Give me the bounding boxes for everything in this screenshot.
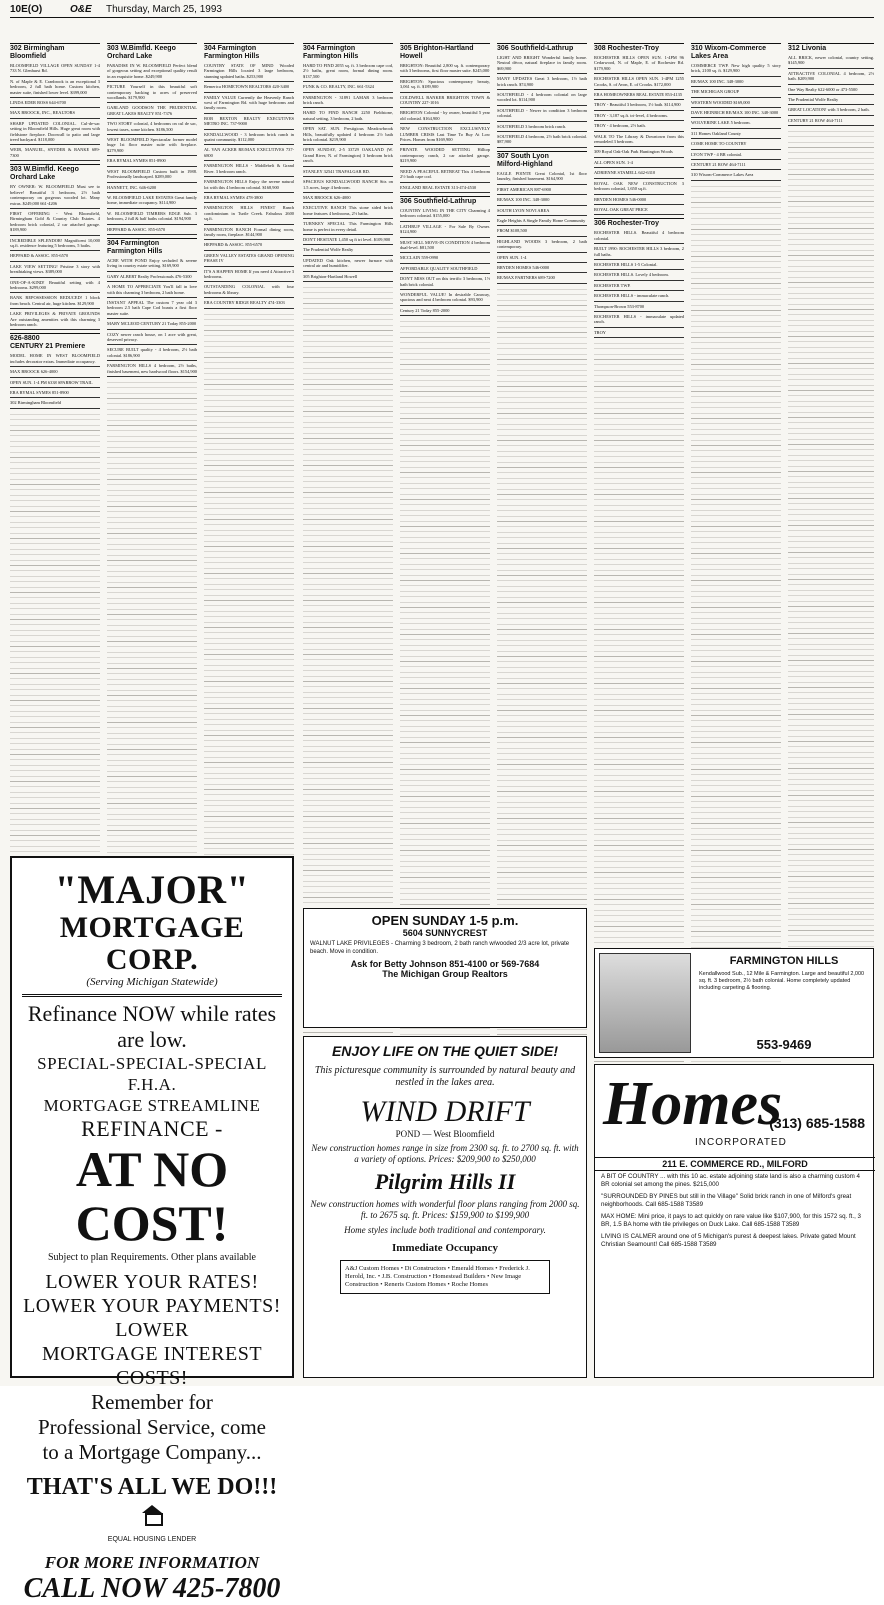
ad-major-line7: AT NO COST!: [75, 1141, 229, 1251]
classified-ad: ADRIENNE STAMELL 642-6310: [594, 170, 656, 176]
homes-logo: Homes: [603, 1070, 783, 1138]
classified-ad: MAX BROOCK 626-4000: [303, 194, 351, 200]
classified-ad: BRYDEN HOMES 546-0000: [594, 196, 647, 202]
ad-wind-price2: New construction homes with wonderful floor plans ranging from 2000 sq. ft. to 2675 sq. ft. Prices: $159,900 to $199,900: [310, 1199, 580, 1220]
ad-major-line12: MORTGAGE INTEREST COSTS!: [41, 1343, 263, 1389]
section-title: 304 Farmington: [107, 239, 160, 247]
classified-ad: Thompson-Brown 553-8700: [594, 303, 645, 309]
classified-column: [10, 40, 100, 848]
classified-ad: TURNKEY SPECIAL This Farmington Hills home is perfect in every detail.: [303, 221, 393, 232]
ad-major-line9: LOWER YOUR RATES!: [45, 1271, 259, 1293]
ad-major-line10: LOWER YOUR PAYMENTS!: [23, 1295, 281, 1317]
classified-ad: INCREDIBLE SPLENDOR! Magnificent 10,000 sq.ft. residence featuring 5 bedrooms, 5 baths.: [10, 237, 100, 248]
classified-ad: MCCLAIN 559-0990: [400, 255, 439, 261]
classified-ad: AL VAN ACKER RE/MAX EXECUTIVES 737-6800: [204, 147, 294, 158]
wind-drift-pond-ad: [303, 1036, 587, 1378]
section-heading: [497, 151, 587, 169]
section-heading: [10, 164, 100, 182]
classified-ad: HARD TO FIND 2055 sq. ft. 3 bedroom cape cod, 2½ baths, great room, formal dining room. $137,500: [303, 63, 393, 79]
classified-ad: ALL BRICK, newer colonial, country setting. $145,900: [788, 55, 874, 66]
ad-major-info: FOR MORE INFORMATION: [44, 1553, 260, 1572]
homes-listing-4: LIVING IS CALMER around one of 5 Michigan's purest & deepest lakes. Private gated Mount Christian Seamount! Call 685-1588 T3589: [601, 1233, 856, 1248]
classified-ad: BLOOMFIELD VILLAGE OPEN SUNDAY 1-4 733 N. Glenhurst Rd.: [10, 63, 100, 74]
page-header: [10, 4, 874, 18]
classified-ad: One Way Realty 622-6000 or 473-5500: [788, 86, 858, 92]
classified-ad: INSTANT APPEAL The custom 7 year old 3 bedroom 2.5 bath Cape Cod boasts a first floor master suite.: [107, 299, 197, 316]
section-title: 306 Southfield-Lathrup: [400, 197, 477, 205]
classified-ad: LINDA EDER ROSS 644-6700: [10, 100, 66, 106]
classified-ad: ROYAL OAK GREAT PRICE: [594, 206, 648, 212]
section-subtitle: Farmington Hills: [303, 53, 359, 60]
classified-ad: FUNK & CO. REALTY, INC. 661-5324: [303, 84, 374, 90]
section-subtitle: Farmington Hills: [107, 247, 163, 255]
open-sunday-ad: [303, 908, 587, 1028]
classified-ad: ERA RYMAL SYMES 851-8900: [107, 158, 166, 164]
section-title: 306 Southfield-Lathrup: [497, 45, 574, 52]
section-subtitle: Orchard Lake: [107, 53, 153, 60]
ad-major-line6: REFINANCE -: [81, 1116, 223, 1141]
section-title: 308 Rochester-Troy: [594, 45, 659, 52]
ad-major-line16: THAT'S ALL WE DO!!!: [26, 1474, 278, 1500]
classified-ad: FAMILY VALUE Currently the Heavenly Ranch west of Farmington Rd. with huge bedrooms and family room.: [204, 94, 294, 111]
section-heading: [497, 43, 587, 53]
classified-ad: ACRE WITH POND Enjoy secluded & serene living in country estate setting. $169,900: [107, 257, 197, 269]
classified-ad: FARMINGTON HILLS 4 bedroom, 2½ baths, finished basement, new hardwood floors. $154,900: [107, 363, 197, 374]
section-title: 302 Birmingham: [10, 45, 65, 52]
classified-ad: OPEN SUNDAY, 2-5 33729 OAKLAND (W. Grand River, N. of Farmington) 3 bedroom brick ranch.: [303, 147, 393, 164]
section-title: 307 South Lyon: [497, 152, 549, 160]
homes-inc-ad: [594, 1064, 874, 1378]
classified-ad: ALL OPEN SUN. 1-4: [594, 159, 633, 165]
section-title: 306 Rochester-Troy: [594, 220, 659, 228]
section-title: 626-8800: [10, 335, 40, 343]
classified-column: [303, 40, 393, 900]
section-subtitle: Lakes Area: [691, 53, 729, 60]
section-subtitle: Farmington Hills: [204, 53, 260, 60]
classified-ad: ROCHESTER HILLS. Lovely 4 bedroom.: [594, 272, 669, 278]
classified-ad: ATTRACTIVE COLONIAL 4 bedroom, 2½ bath. $209,900: [788, 70, 874, 82]
ad-open-contact: Ask for Betty Johnson 851-4100 or 569-7684: [350, 959, 540, 969]
classified-ad: LATHRUP VILLAGE - For Sale By Owner. $124,900: [400, 223, 490, 235]
classified-ad: FIRST AMERICAN 887-6900: [497, 186, 552, 192]
classified-ad: COME HOME TO COUNTRY: [691, 141, 747, 147]
classified-ad: A HOME TO APPRECIATE You'll fall in love with this charming 3 bedroom, 2 bath home.: [107, 284, 197, 295]
ad-major-line8: Subject to plan Requirements. Other plans available: [48, 1252, 256, 1263]
ad-open-title: OPEN SUNDAY 1-5 p.m.: [371, 913, 519, 928]
classified-ad: W. BLOOMFIELD LAKE ESTATES Great family home, immediate occupancy. $114,900: [107, 194, 197, 206]
ad-open-company: The Michigan Group Realtors: [382, 969, 508, 979]
paper-name: O&E: [70, 4, 92, 15]
classified-ad: THE MICHIGAN GROUP: [691, 89, 740, 95]
classified-ad: ROCHESTER HILLS. Beautiful 4 bedroom colonial.: [594, 230, 684, 241]
section-title: 312 Livonia: [788, 45, 827, 52]
classified-ad: SOUTHFIELD 4 bedroom, 2½ bath brick colonial. $87,900: [497, 134, 587, 145]
section-heading: [594, 218, 684, 228]
classified-ad: MODEL HOME IN WEST BLOOMFIELD includes decorator extras. Immediate occupancy.: [10, 353, 100, 364]
classified-ad: COUNTRY LIVING IN THE CITY Charming 4 bedroom colonial. $155,000: [400, 207, 490, 219]
ad-wind-occupancy: Immediate Occupancy: [391, 1242, 498, 1254]
classified-ad: BANK REPOSSESSION REDUCED! 1 block from beach. Central air, huge kitchen. $129,900: [10, 295, 100, 306]
section-heading: [594, 43, 684, 53]
classified-ad: 302 Birmingham Bloomfield: [10, 400, 61, 406]
section-heading: [400, 196, 490, 206]
classified-column: [788, 40, 874, 940]
homes-listing-3: MAX HOME: Mini price, it pays to act quickly on rare value like $107,900, for this 1572 sq. ft., 3 BR, 1.5 BA home with tile privileges on Duck Lake. Call 685-1588 T3589: [601, 1213, 861, 1228]
section-heading: [10, 43, 100, 61]
classified-ad: SOUTH LYON NOVI AREA: [497, 207, 550, 213]
classified-ad: ERA HOMEOWNERS REAL ESTATE 853-4135: [594, 92, 683, 98]
ad-open-body: WALNUT LAKE PRIVILEGES - Charming 3 bedroom, 2 bath ranch w/wooded 2/3 acre lot, private beach. Move in condition.: [310, 941, 570, 955]
classified-ad: ROCHESTER HILLS - immaculate ranch.: [594, 293, 670, 299]
ad-wind-styles: Home styles include both traditional and contemporary.: [344, 1225, 546, 1235]
classified-ad: OPEN SUN. 1-4 PM 6338 SPARROW TRAIL: [10, 379, 93, 385]
classified-column: [400, 40, 490, 900]
classified-column: [594, 40, 684, 940]
farmington-hills-ad: [594, 948, 874, 1058]
ad-wind-intro: This picturesque community is surrounded by natural beauty and nestled in the lakes area.: [314, 1065, 576, 1088]
classified-ad: LYON TWP - 4 BR colonial.: [691, 151, 743, 157]
classified-ad: SECURE BUILT quality - 4 bedroom, 2½ bath colonial. $186,900: [107, 347, 197, 358]
classified-ad: COLDWELL BANKER BRIGHTON TOWN & COUNTRY 227-1016: [400, 94, 490, 106]
ad-major-line4: F.H.A.: [127, 1075, 177, 1094]
classified-ad: HEPPARD & ASSOC. 855-6570: [107, 226, 166, 232]
classified-ad: SOUTHFIELD 3 bedroom brick ranch.: [497, 123, 567, 129]
classified-ad: SOUTHFIELD - Newer in condition 3 bedroom colonial.: [497, 107, 587, 119]
section-subtitle: Milford-Highland: [497, 160, 553, 168]
classified-column: [691, 40, 781, 940]
classified-ad: HIGHLAND WOODS 3 bedroom, 2 bath contemporary.: [497, 238, 587, 250]
section-heading: [107, 238, 197, 256]
classified-ad: PICTURE Yourself in this beautiful soft contemporary backing to acres of preserved woodlands. $179,900: [107, 84, 197, 101]
ad-major-name: "MAJOR": [54, 867, 250, 912]
classified-ad: MUST SELL MOVE-IN CONDITION 4 bedroom dual-level. $81,500: [400, 239, 490, 250]
equal-housing-icon: [141, 1505, 163, 1523]
classified-ad: 311 Homes Oakland County: [691, 130, 741, 136]
classified-ad: TROY - 4 bedroom, 2½ bath.: [594, 123, 646, 129]
ad-major-serving: (Serving Michigan Statewide): [86, 976, 218, 988]
classified-ad: EAGLE POINTE Great Colonial, 1st floor laundry, finished basement. $164,900: [497, 170, 587, 182]
ad-open-address: 5604 SUNNYCREST: [402, 928, 488, 938]
classified-ad: BRIGHTON Colonial - by owner, beautiful 5 year old colonial. $164,900: [400, 110, 490, 121]
section-title: 304 Farmington: [303, 45, 356, 52]
classified-ad: ONE-OF-A-KIND! Beautiful setting with 4 bedrooms. $299,000: [10, 279, 100, 290]
major-mortgage-ad: [10, 856, 294, 1604]
ad-wind-builders: A&J Custom Homes • Di Constructors • Emerald Homes • Frederick J. Herold, Inc. • J.B. Construction • Homestead Builders • New Image Construction • Reneris Custom Homes • Roche Homes: [340, 1260, 550, 1294]
classified-ad: ROCHESTER HILLS OPEN SUN. 1-4PM 1255 Crooks, S. of Avon, E. of Crooks. $172,000: [594, 76, 684, 87]
classified-ad: ROYAL OAK NEW CONSTRUCTION 3 bedroom colonial, 1,650 sq.ft.: [594, 180, 684, 192]
section-heading: [10, 333, 100, 351]
classified-ad: CENTURY 21 ROW 464-7111: [691, 162, 746, 168]
homes-listing-1: A BIT OF COUNTRY ... with this 10 ac. estate adjoining state land is also a charming custom 4 BR colonial set among the pines. $215,000: [601, 1173, 860, 1188]
classified-ad: HEPPARD & ASSOC. 855-6570: [204, 242, 263, 248]
classified-ad: MAX BROOCK 626-4000: [10, 369, 58, 375]
classified-ad: MANY UPDATES Great 3 bedroom, 1½ bath brick ranch. $74,900: [497, 76, 587, 87]
classified-ad: ROCHESTER HILLS OPEN SUN. 1-4PM 96 Cedarwood, N. of Maple, E. of Rochester Rd. $179,900: [594, 55, 684, 71]
section-title: 304 Farmington: [204, 45, 257, 52]
classified-ad: ERA RYMAL SYMES 851-8900: [10, 390, 69, 396]
classified-ad: 305 Brighton-Hartland Howell: [303, 273, 358, 279]
classified-ad: FROM $108,500: [497, 228, 528, 234]
classified-ad: 309 Royal Oak-Oak Park Huntington Woods: [594, 149, 673, 155]
classified-ad: AFFORDABLE QUALITY SOUTHFIELD: [400, 265, 478, 271]
classified-ad: WOLVERINE LAKE 5 bedroom.: [691, 120, 751, 126]
issue-date: Thursday, March 25, 1993: [106, 4, 222, 15]
ad-major-line15: to a Mortgage Company...: [42, 1440, 262, 1464]
classified-ad: ROCHESTER HILLS 1-5 Colonial.: [594, 261, 658, 267]
classified-ad: COMMERCE TWP. New high quality 5 story brick, 2100 sq. ft. $129,900: [691, 63, 781, 74]
classified-ad: ROCHESTER HILLS - immaculate updated ranch.: [594, 313, 684, 325]
section-subtitle: CENTURY 21 Premiere: [10, 343, 86, 351]
ad-major-call: CALL NOW 425-7800: [23, 1573, 281, 1604]
classified-ad: OPEN SUN. 1-4: [497, 254, 527, 260]
classified-ad: BRYDEN HOMES 546-0000: [497, 264, 550, 270]
classified-ad: TWO STORY colonial, 4 bedrooms on cul de sac, lowest taxes, some kitchen. $186,500: [107, 121, 197, 132]
classified-ad: OPEN SAT. SUN. Prestigious Meadowbrook Hills, beautifully updated 4 bedroom 2½ bath brick colonial. $219,900: [303, 126, 393, 143]
classified-ad: FARMINGTON HILLS FINEST Ranch condominium in Turtle Creek. Fabulous 2600 sq.ft.: [204, 205, 294, 222]
ad-major-line2: are low.: [117, 1027, 187, 1052]
homes-address: 211 E. COMMERCE RD., MILFORD: [595, 1157, 875, 1171]
classified-ad: LAKE PRIVILEGES & PRIVATE GROUNDS Are outstanding amenities with this charming 3 bedroom ranch.: [10, 311, 100, 327]
classified-ad: EXECUTIVE RANCH This stone sided brick home features 4 bedrooms, 2½ baths.: [303, 205, 393, 216]
classified-ad: FIRST OFFERING - West Bloomfield, Birmingham Gold & Country Club Estates. 4 bedroom brick colonial, 2 car attached garage. $189,900: [10, 210, 100, 233]
classified-ad: DON'T MISS OUT on this terrific 3 bedroom, 1½ bath brick colonial.: [400, 276, 490, 287]
classified-ad: ERA COUNTRY RIDGE REALTY 474-3303: [204, 300, 285, 306]
classified-ad: PRIVATE WOODED SETTING Hilltop contemporary ranch, 2 car attached garage. $219,900: [400, 147, 490, 164]
classified-ad: FARMINGTON - 31891 LAMAR 3 bedroom brick ranch.: [303, 94, 393, 106]
classified-ad: COUNTRY STATE OF MIND Wooded Farmington Hills located 3 large bedroom, stunning updated baths. $253,900: [204, 63, 294, 79]
homes-inc: INCORPORATED: [695, 1137, 787, 1148]
classified-ad: HEPPARD & ASSOC. 855-6570: [10, 253, 69, 259]
ad-major-line11: LOWER: [115, 1319, 189, 1341]
section-title: 305 Brighton-Hartland: [400, 45, 474, 52]
section-subtitle: Howell: [400, 53, 423, 60]
classified-ad: ROCHESTER TWP.: [594, 282, 631, 288]
classified-ad: SOUTHFIELD - 4 bedroom colonial on large wooded lot. $114,900: [497, 92, 587, 103]
classified-column: [107, 40, 197, 848]
section-heading: [107, 43, 197, 61]
section-subtitle: Bloomfield: [10, 53, 47, 60]
section-heading: [204, 43, 294, 61]
classified-ad: TROY: [594, 329, 606, 335]
classified-ad: OUTSTANDING COLONIAL with four bedrooms & library.: [204, 284, 294, 295]
classified-ad: PARADISE IN W. BLOOMFIELD Perfect blend of gorgeous setting and exceptional quality result in an exquisite home. $249,900: [107, 63, 197, 79]
classified-ad: WESTERN WOODED $169,000: [691, 99, 750, 105]
classified-ad: W. BLOOMFIELD TIMBERS EDGE Sub. 3 bedroom, 2 full & half baths colonial. $194,900: [107, 210, 197, 222]
section-heading: [788, 43, 874, 53]
classified-ad: CENTURY 21 ROW 464-7111: [788, 117, 843, 123]
classified-ad: WALK TO The Library & Downtown from this remodeled 3 bedroom.: [594, 133, 684, 145]
ad-farm-body: Kendallwood Sub., 12 Mile & Farmington. Large and beautiful 2,000 sq. ft. 3 bedroom, 2½ bath colonial. Home completely updated including carpeting & flooring.: [699, 971, 865, 991]
classified-ad: RE/MAX 100 INC. 348-3000: [691, 78, 744, 84]
house-photo: [599, 953, 691, 1053]
classified-ad: The Prudential Wolfe Realty: [303, 247, 354, 253]
classified-ad: Century 21 Today 855-2000: [400, 307, 450, 313]
classified-ad: MARY MCLEOD CENTURY 21 Today 855-2000: [107, 321, 197, 327]
ad-major-line13: Remember for: [91, 1390, 213, 1414]
classified-ad: TROY - 3,187 sq.ft. tri-level, 4 bedrooms.: [594, 112, 669, 118]
classified-ad: Eagle Heights A Single Family Home Community: [497, 217, 586, 223]
classified-ad: GREAT LOCATION! with 3 bedroom, 2 bath.: [788, 107, 870, 113]
classified-ad: WONDERFUL VALUE! In desirable Caraway, spacious and neat 4 bedroom colonial. $93,900: [400, 291, 490, 303]
section-subtitle: Orchard Lake: [10, 174, 56, 182]
page-number: 10E(O): [10, 4, 43, 15]
classified-ad: COZY newer ranch house, on 1 acre with great, deserved privacy.: [107, 331, 197, 342]
ad-farm-title: FARMINGTON HILLS: [729, 955, 839, 967]
classified-ad: BRIGHTON: Beautiful 2,800 sq. ft. contemporary with 3 bedrooms, first floor master suite. $245,000: [400, 63, 490, 74]
classified-ad: BY OWNER: W. BLOOMFIELD Must see to believe! Beautiful 3 bedroom, 2½ bath contemporary on gorgeous wooded lot. Many extras. $249,000 661-4206: [10, 184, 100, 206]
section-title: 303 W.Bimfld. Keego: [107, 45, 176, 52]
classified-ad: BUILT 1990: ROCHESTER HILLS 3 bedroom, 2 full baths.: [594, 246, 684, 257]
section-heading: [691, 43, 781, 61]
classified-ad: UPDATED Oak kitchen, newer furnace with central air and humidifier.: [303, 257, 393, 269]
classified-ad: 310 Wixom-Commerce Lakes Area: [691, 172, 754, 178]
classified-ad: BOB BEXTON REALTY EXECUTIVES METRO INC. 737-9000: [204, 115, 294, 127]
classified-ad: NEW CONSTRUCTION EXCLUSIVELY LUMBER CRISIS Last Time To Buy At Low Prices. Homes from $169,900: [400, 126, 490, 143]
classified-ad: LAKE VIEW SETTING! Pristine 3 story with breathtaking views. $389,000: [10, 263, 100, 275]
classified-ad: MAX BROOCK, INC., REALTORS: [10, 110, 75, 116]
classified-ad: BRIGHTON: Spacious contemporary beauty, 3,061 sq. ft. $189,900: [400, 78, 490, 90]
classified-ad: RE/MAX PARTNERS 689-7200: [497, 275, 555, 281]
classified-ad: FARMINGTON RANCH Formal dining room, family room, fireplace. $144,900: [204, 226, 294, 237]
classified-ad: RE/MAX 100 INC. 348-3000: [497, 197, 550, 203]
ad-major-eho: EQUAL HOUSING LENDER: [107, 1536, 197, 1543]
classified-ad: DON'T HESITATE 1,450 sq ft tri level. $109,900: [303, 236, 391, 242]
classified-ad: GARLAND GOODSON THE PRUDENTIAL GREAT LAKES REALTY 851-7376: [107, 105, 197, 116]
ad-major-line14: Professional Service, come: [37, 1415, 267, 1439]
classified-ad: WEST BLOOMFIELD Spectacular former model huge 1st floor master suite with fireplace. $279,900: [107, 137, 197, 153]
classified-ad: The Prudential Wolfe Realty: [788, 97, 839, 103]
classified-ad: STANLEY 32541 TRAFALGAR RD.: [303, 168, 370, 174]
classified-ad: KENDALLWOOD - 3 bedroom brick ranch in quaint community. $112,000: [204, 131, 294, 143]
classified-ad: Remerica HOMETOWN REALTORS 420-3400: [204, 84, 290, 90]
classified-column: [204, 40, 294, 848]
classified-ad: SHARP UPDATED COLONIAL. Cul-de-sac setting in Bloomfield Hills. Huge great room with fieldstone fireplace. Doorwall to patio and large treed backyard. $118,000: [10, 120, 100, 143]
section-heading: [400, 43, 490, 61]
ad-wind-head: ENJOY LIFE ON THE QUIET SIDE!: [331, 1043, 559, 1059]
ad-wind-pilgrim: Pilgrim Hills II: [374, 1169, 516, 1194]
homes-listing-2: "SURROUNDED BY PINES but still in the Village" Solid brick ranch in one of Milford's great neighborhoods. Call 685-1588 T3589: [601, 1193, 852, 1208]
homes-body: [601, 1173, 869, 1253]
classified-ad: IT'S A HAPPEN HOME If you need 4 Attractive 3 bedrooms.: [204, 268, 294, 279]
classified-ad: SPACIOUS KENDALLWOOD RANCH Sits on 1.5 acres, large 4 bedroom.: [303, 179, 393, 190]
ad-wind-logo: WIND DRIFT: [360, 1095, 530, 1128]
classified-ad: GREEN VALLEY ESTATES GRAND OPENING PHASE IV: [204, 252, 294, 264]
classified-ad: GARY ALBERT Realty Professionals 476-5300: [107, 273, 192, 279]
ad-major-line3: SPECIAL-SPECIAL-SPECIAL: [37, 1054, 267, 1073]
section-title: 303 W.Bimfld. Keego: [10, 166, 79, 174]
classified-ad: LIGHT AND BRIGHT Wonderful family home. Neutral décor, natural fireplace in family room. $69,900: [497, 55, 587, 71]
classified-ad: FARMINGTON HILLS Enjoy the serene natural lot with this 4 bedroom colonial. $168,900: [204, 179, 294, 190]
classified-ad: WEST BLOOMFIELD Custom built in 1988. Professionally landscaped. $289,000: [107, 168, 197, 180]
ad-major-line1: Refinance NOW while rates: [27, 1001, 277, 1026]
ad-farm-phone: 553-9469: [756, 1037, 812, 1052]
ad-major-company: MORTGAGE CORP.: [59, 911, 245, 976]
classified-ad: WEIR, MANUEL, SNYDER & RANKE 689-7300: [10, 147, 100, 158]
classified-ad: TROY - Beautiful 3 bedroom, 1½ bath. $114,900: [594, 102, 681, 108]
classified-ad: ENGLAND REAL ESTATE 313-474-4530: [400, 184, 477, 190]
classified-ad: NEED A PEACEFUL RETREAT This 4 bedroom 2½ bath cape cod.: [400, 168, 490, 180]
classified-ad: FARMINGTON HILLS - Middlebelt & Grand River. 3 bedroom ranch.: [204, 163, 294, 174]
section-heading: [303, 43, 393, 61]
homes-phone: (313) 685-1588: [769, 1115, 865, 1131]
classified-ad: HARD TO FIND RANCH 2250 Fieldstone, natural setting, 3 bedroom, 2 bath.: [303, 110, 393, 121]
classified-ad: ERA RYMAL SYMES 478-3800: [204, 194, 263, 200]
ad-major-line5: MORTGAGE STREAMLINE: [43, 1096, 261, 1115]
ad-text-filler: [788, 128, 874, 1028]
section-title: 310 Wixom-Commerce: [691, 45, 767, 52]
classified-ad: HANNETT, INC. 646-6200: [107, 184, 157, 190]
classified-ad: N. of Maple & E. Cranbrook is an exceptional 3 bedroom, 2 full bath home. Custom kitchen, master suite, finished lower level. $399,000: [10, 78, 100, 95]
classified-ad: DAVE HEINRICH RE/MAX 100 INC. 348-3000: [691, 110, 779, 116]
ad-wind-logo-sub: POND — West Bloomfield: [395, 1129, 495, 1139]
ad-wind-price1: New construction homes range in size from 2300 sq. ft. to 2700 sq. ft. with a variety of options. Prices: $209,900 to $250,000: [311, 1143, 579, 1164]
